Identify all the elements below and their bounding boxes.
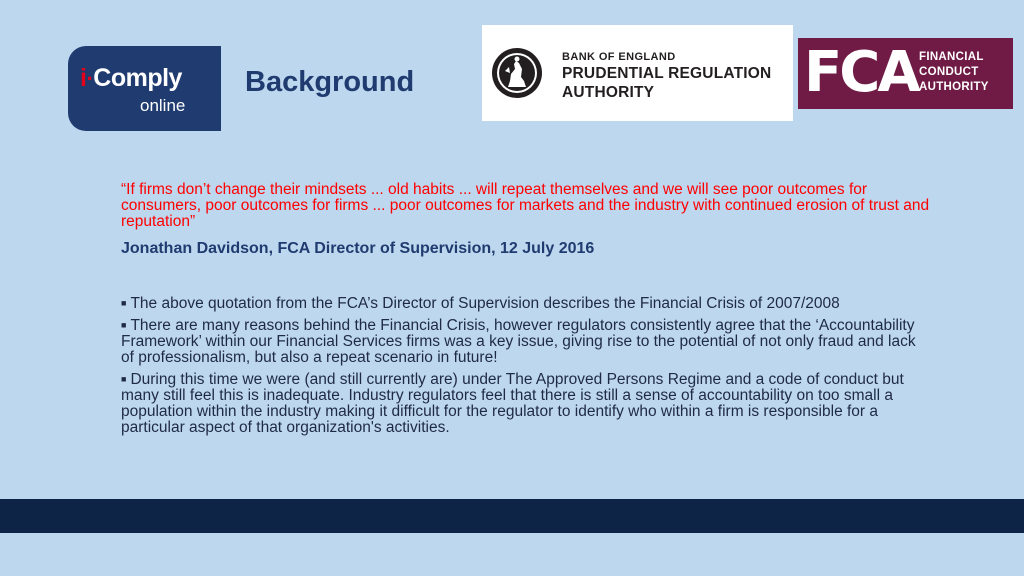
footer-bar [0,499,1024,533]
fca-logo [798,38,1013,109]
boe-line-1: BANK OF ENGLAND [562,51,676,63]
list-item [121,371,921,436]
bullet-text: The above quotation from the FCA’s Director of Supervision describes the Financial Crisis of 2007/2008 [130,295,840,312]
bullet-list [121,295,921,441]
britannia-seal-icon [491,47,543,99]
logo-comply: Comply [93,64,182,92]
fca-line-2: CONDUCT [919,66,979,78]
boe-line-2: PRUDENTIAL REGULATION [562,65,772,82]
icomply-logo [68,46,221,131]
bullet-text: During this time we were (and still currently are) under The Approved Persons Regime and a code of conduct but many still feel this is inadequate. Industry regulators feel that there is still a sense of accountability on too small a population within the industry making it difficult for the regulator to identify who within a firm is responsible for a particular aspect of that organization's activities. [121,371,904,436]
fca-line-3: AUTHORITY [919,81,989,93]
fca-line-1: FINANCIAL [919,51,984,63]
square-bullet-icon: ■ [121,320,127,330]
boe-pra-logo [482,25,793,121]
logo-dot: · [86,66,94,91]
boe-line-3: AUTHORITY [562,84,655,101]
logo-i: i [80,64,87,92]
list-item [121,317,921,366]
fca-name [919,50,989,95]
quote-attribution: Jonathan Davidson, FCA Director of Supervision, 12 July 2016 [121,240,595,257]
logo-subtitle: online [140,96,186,115]
logo-wordmark [80,64,182,93]
square-bullet-icon: ■ [121,374,127,384]
page-title: Background [245,66,415,98]
list-item [121,295,921,312]
fca-letters: FCA [804,40,918,105]
square-bullet-icon: ■ [121,298,127,308]
quotation: “If firms don’t change their mindsets ... old habits ... will repeat themselves and we will see poor outcomes for consumers, poor outcomes for firms ... poor outcomes for markets and the industry with continued erosion of trust and reputation” [121,181,930,230]
bullet-text: There are many reasons behind the Financial Crisis, however regulators consistently agree that the ‘Accountability Framework’ within our Financial Services firms was a key issue, giving rise to the potential of not only fraud and lack of professionalism, but also a repeat scenario in future! [121,317,916,366]
